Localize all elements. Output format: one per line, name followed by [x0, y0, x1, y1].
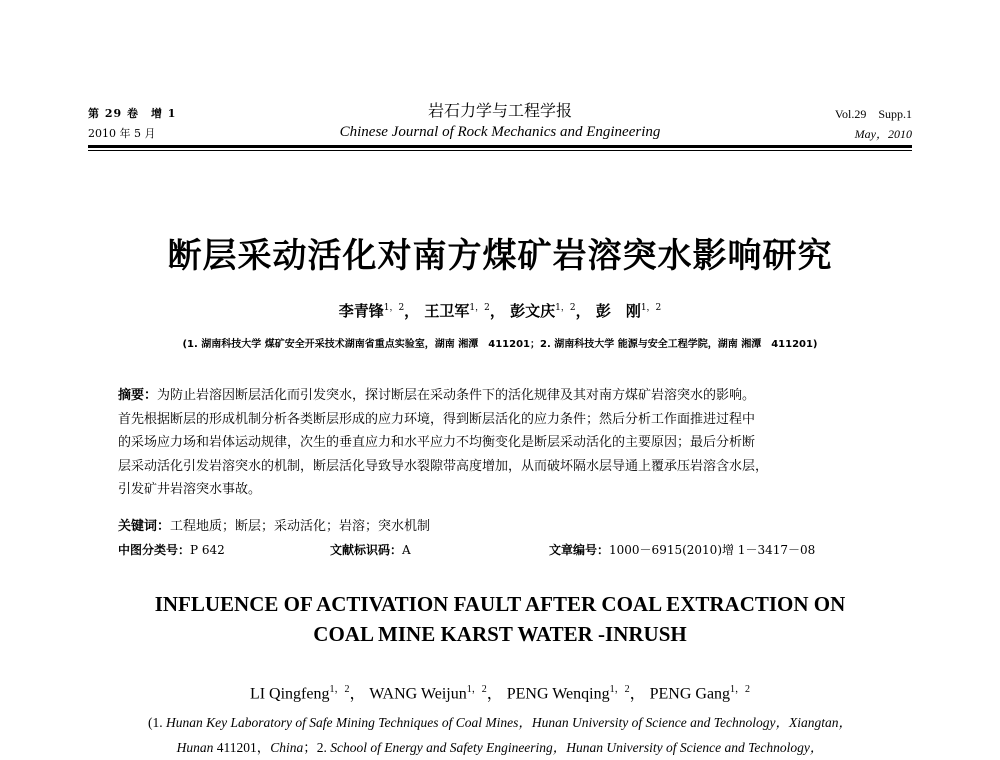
abstract-line — [118, 384, 888, 408]
aff-sep: ；2. — [303, 740, 331, 755]
abstract-text: 为防止岩溶因断层活化而引发突水，探讨断层在采动条件下的活化规律及其对南方煤矿岩溶突水的影响。 — [157, 388, 756, 403]
doc-code-label: 文献标识码： — [330, 543, 403, 557]
affiliation-en-line1 — [60, 710, 940, 735]
aff-country: China — [270, 740, 304, 755]
abstract-label: 摘要： — [118, 388, 158, 403]
paper-title-cn: 断层采动活化对南方煤矿岩溶突水影响研究 — [167, 236, 833, 276]
author-aff: 1，2 — [640, 303, 662, 313]
author-aff: 1，2 — [609, 684, 630, 695]
paper-title-en — [60, 589, 940, 649]
title-en-line: INFLUENCE OF ACTIVATION FAULT AFTER COAL EXTRACTION ON — [154, 592, 846, 616]
document-code — [330, 541, 411, 558]
keywords — [118, 515, 430, 534]
article-number — [549, 541, 815, 558]
volume-en: Vol.29 Supp.1 — [834, 107, 912, 121]
author-cn: 彭文庆 — [510, 302, 556, 320]
journal-name-cn: 岩石力学与工程学报 — [427, 101, 572, 120]
header-right — [835, 104, 912, 144]
aff-postcode: 411201， — [213, 740, 271, 755]
classification-number — [118, 541, 225, 558]
doc-code-value: A — [402, 543, 411, 557]
affiliation-en-line2 — [60, 735, 940, 760]
authors-en: LI Qingfeng$^{1,2}$， WANG Weijun$^{1,2}$， PENG Wenqing$^{1,2}$， PENG Gang$^{1,2}$ — [249, 684, 751, 703]
abstract-cn — [118, 384, 888, 502]
journal-header — [88, 100, 912, 142]
keywords-value: 工程地质；断层；采动活化；岩溶；突水机制 — [170, 519, 431, 534]
classification-label: 中图分类号： — [118, 543, 191, 557]
article-no-label: 文章编号： — [549, 543, 610, 557]
author-cn: 李青锋 — [338, 302, 384, 320]
aff-province: Hunan — [176, 740, 214, 755]
aff-prefix: (1. — [148, 715, 167, 730]
aff-institution: Hunan Key Laboratory of Safe Mining Techniques of Coal Mines，Hunan University of Science and Technology，Xiangtan， — [166, 715, 852, 730]
abstract-line: 首先根据断层的形成机制分析各类断层形成的应力环境，得到断层活化的应力条件；然后分析工作面推进过程中 — [118, 411, 756, 427]
abstract-line: 的采场应力场和岩体运动规律，次生的垂直应力和水平应力不均衡变化是断层采动活化的主要原因；最后分析断 — [118, 435, 756, 451]
aff-school: School of Energy and Safety Engineering，Hunan University of Science and Technology， — [330, 740, 824, 755]
author-cn: 彭 刚 — [595, 302, 641, 320]
author-en: LI Qingfeng — [249, 685, 330, 703]
author-en: WANG Weijun — [369, 685, 467, 703]
author-aff: 1，2 — [329, 684, 350, 695]
header-rule-thick — [88, 145, 912, 148]
author-aff: 1，2 — [466, 684, 487, 695]
date-cn: 2010 年 5 月 — [88, 127, 156, 140]
title-en-line: COAL MINE KARST WATER -INRUSH — [313, 622, 687, 646]
author-aff: 1，2 — [383, 303, 405, 313]
header-center — [88, 100, 912, 142]
author-aff: 1，2 — [469, 303, 490, 313]
journal-name-en: Chinese Journal of Rock Mechanics and Engineering — [339, 124, 661, 140]
author-cn: 王卫军 — [424, 302, 470, 320]
date-en: May，2010 — [854, 127, 912, 141]
author-en: PENG Gang — [649, 685, 731, 703]
affiliation-en — [60, 710, 940, 760]
affiliation-cn: (1. 湖南科技大学 煤矿安全开采技术湖南省重点实验室，湖南 湘潭 411201；2. 湖南科技大学 能源与安全工程学院，湖南 湘潭 411201) — [182, 339, 818, 350]
abstract-line: 层采动活化引发岩溶突水的机制，断层活化导致导水裂隙带高度增加，从而破坏隔水层导通上覆承压岩溶含水层， — [118, 458, 769, 474]
author-aff: 1，2 — [555, 303, 576, 313]
header-rule-thin — [88, 150, 912, 151]
keywords-label: 关键词： — [118, 519, 171, 534]
author-en: PENG Wenqing — [506, 685, 610, 703]
author-aff: 1，2 — [730, 684, 751, 695]
classification-value: P 642 — [190, 543, 225, 557]
authors-cn: 李青锋$^{1,2}$， 王卫军$^{1,2}$， 彭文庆$^{1,2}$， 彭 刚$^{1,2}$ — [338, 302, 662, 320]
article-no-value: 1000－6915(2010)增 1－3417－08 — [609, 543, 816, 557]
abstract-line: 引发矿井岩溶突水事故。 — [118, 482, 262, 498]
volume-cn: 第 29 卷 增 1 — [88, 107, 177, 120]
